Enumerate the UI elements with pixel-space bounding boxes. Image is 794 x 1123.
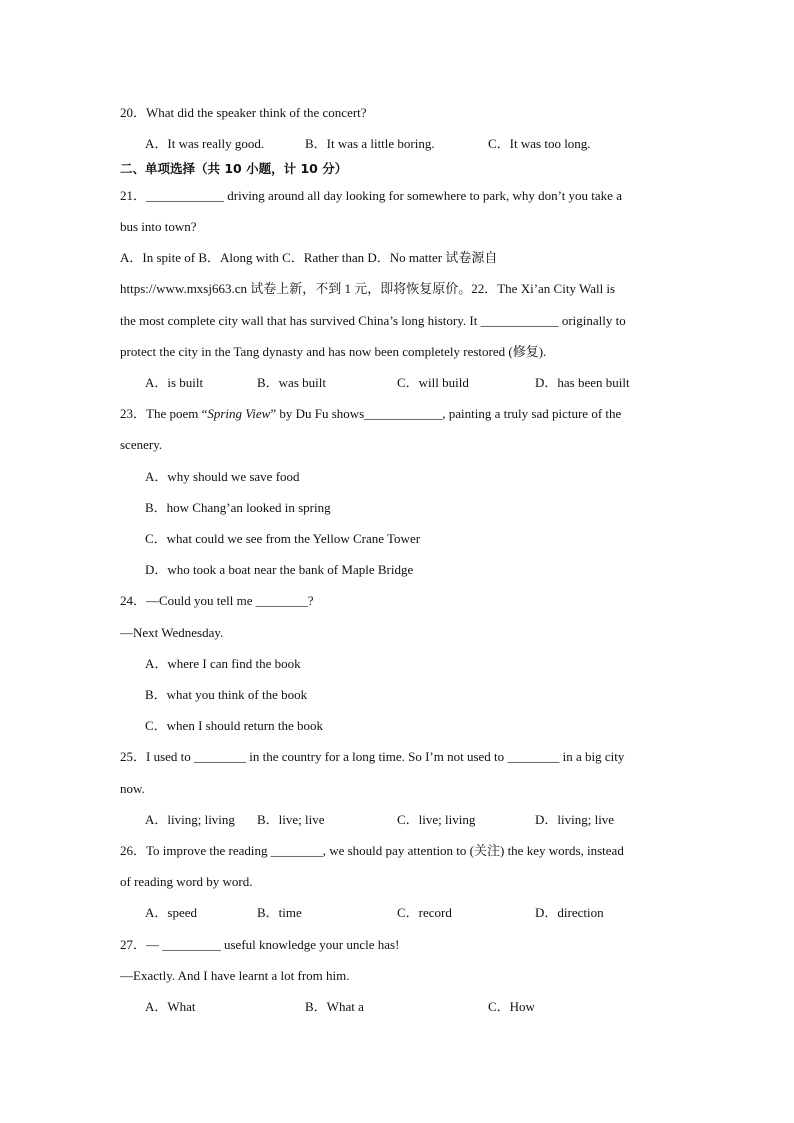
q26-option-d: D．direction bbox=[535, 905, 604, 920]
question-27-line1: 27．— _________ useful knowledge your uncle has! bbox=[120, 937, 400, 952]
question-23-line2: scenery. bbox=[120, 437, 163, 452]
source-line: https://www.mxsj663.cn 试卷上新，不到 1 元，即将恢复原价。22．The Xi’an City Wall is bbox=[120, 281, 616, 296]
q26-option-b: B．time bbox=[257, 905, 302, 920]
q23-stem-post: ” by Du Fu shows____________, painting a truly sad picture of the bbox=[270, 406, 622, 421]
question-22-line3: protect the city in the Tang dynasty and has now been completely restored (修复). bbox=[120, 344, 547, 359]
section-heading: 二、单项选择（共 10 小题，计 10 分） bbox=[120, 161, 348, 176]
q24-option-c: C．when I should return the book bbox=[145, 718, 324, 733]
q20-option-a: A．It was really good. bbox=[145, 136, 265, 151]
q26-option-a: A．speed bbox=[145, 905, 197, 920]
question-23-line1 bbox=[120, 406, 621, 422]
question-21-line1: 21．____________ driving around all day looking for somewhere to park, why don’t you take a bbox=[120, 188, 622, 203]
q26-option-c: C．record bbox=[397, 905, 452, 920]
question-24-line1: 24．—Could you tell me ________? bbox=[120, 593, 314, 608]
q24-option-a: A．where I can find the book bbox=[145, 656, 301, 671]
q23-stem-pre: 23．The poem “ bbox=[120, 406, 208, 421]
q25-option-c: C．live; living bbox=[397, 812, 476, 827]
question-27-line2: —Exactly. And I have learnt a lot from him. bbox=[120, 968, 350, 983]
question-22-line2: the most complete city wall that has survived China’s long history. It ____________ originally to bbox=[120, 313, 626, 328]
q22-option-b: B．was built bbox=[257, 375, 326, 390]
q25-option-b: B．live; live bbox=[257, 812, 325, 827]
q24-option-b: B．what you think of the book bbox=[145, 687, 308, 702]
q25-option-d: D．living; live bbox=[535, 812, 615, 827]
q23-option-b: B．how Chang’an looked in spring bbox=[145, 500, 331, 515]
q22-option-c: C．will build bbox=[397, 375, 469, 390]
question-24-line2: —Next Wednesday. bbox=[120, 625, 224, 640]
q27-option-b: B．What a bbox=[305, 999, 364, 1014]
q20-option-b: B．It was a little boring. bbox=[305, 136, 435, 151]
q23-option-a: A．why should we save food bbox=[145, 469, 300, 484]
question-26-line1: 26．To improve the reading ________, we should pay attention to (关注) the key words, instead bbox=[120, 843, 624, 858]
q23-option-d: D．who took a boat near the bank of Maple Bridge bbox=[145, 562, 414, 577]
poem-title: Spring View bbox=[207, 406, 271, 421]
q25-option-a: A．living; living bbox=[145, 812, 235, 827]
question-20-stem: 20．What did the speaker think of the concert? bbox=[120, 105, 367, 120]
q22-option-a: A．is built bbox=[145, 375, 204, 390]
question-25-line2: now. bbox=[120, 781, 145, 796]
question-26-line2: of reading word by word. bbox=[120, 874, 253, 889]
q22-option-d: D．has been built bbox=[535, 375, 630, 390]
q27-option-a: A．What bbox=[145, 999, 196, 1014]
q23-option-c: C．what could we see from the Yellow Crane Tower bbox=[145, 531, 421, 546]
question-21-line2: bus into town? bbox=[120, 219, 197, 234]
question-25-line1: 25．I used to ________ in the country for a long time. So I’m not used to ________ in a big city bbox=[120, 749, 625, 764]
q21-options: A．In spite of B．Along with C．Rather than D．No matter 试卷源自 bbox=[120, 250, 498, 265]
q27-option-c: C．How bbox=[488, 999, 535, 1014]
q20-option-c: C．It was too long. bbox=[488, 136, 591, 151]
